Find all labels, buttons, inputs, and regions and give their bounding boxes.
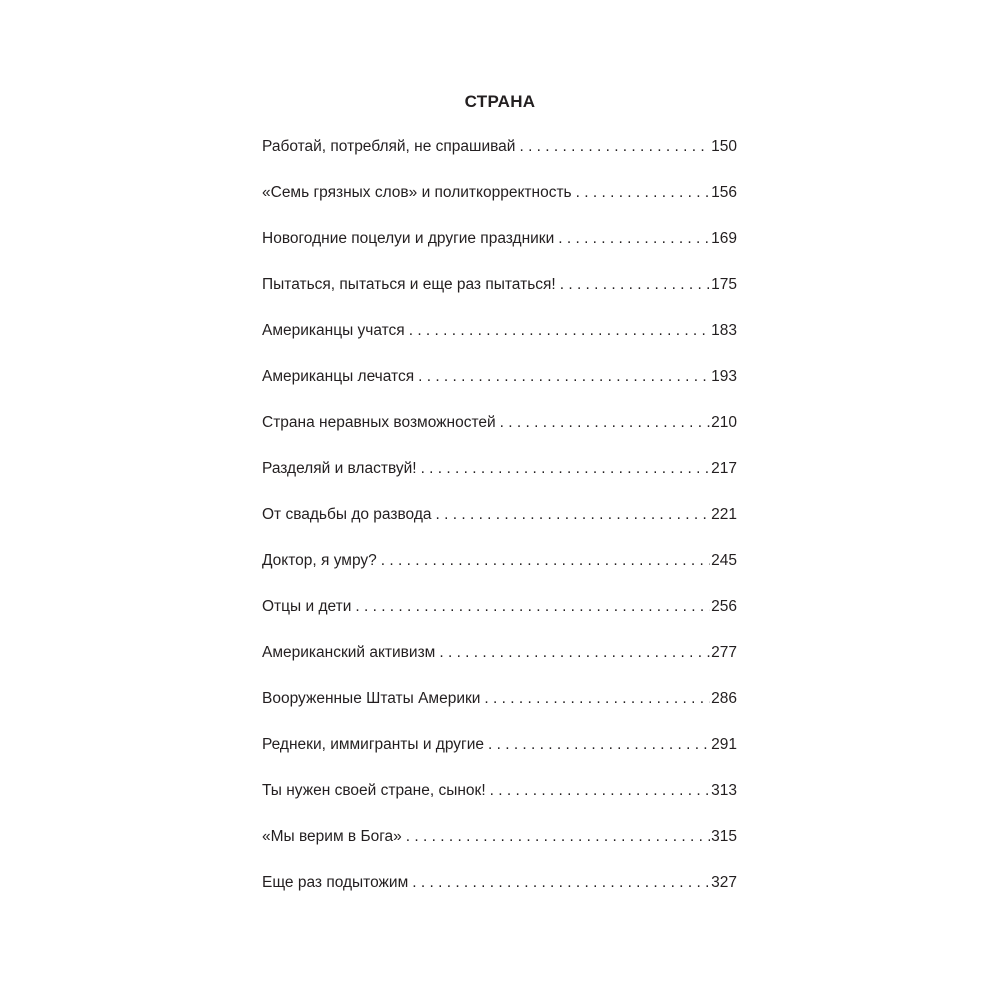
toc-entry [262,779,737,825]
dot-leader [519,135,710,159]
toc-entry-title: Вооруженные Штаты Америки [262,690,481,707]
toc-entry-page: 150 [711,138,737,155]
table-of-contents [262,135,737,917]
toc-entry [262,825,737,871]
toc-entry [262,365,737,411]
toc-entry-page: 183 [711,322,737,339]
toc-entry-title: Еще раз подытожим [262,874,409,891]
dot-leader [436,503,711,527]
toc-entry-title: Разделяй и властвуй! [262,460,417,477]
toc-entry [262,135,737,181]
toc-entry [262,457,737,503]
toc-entry-page: 313 [711,782,737,799]
toc-entry-page: 169 [711,230,737,247]
toc-entry [262,687,737,733]
dot-leader [500,411,710,435]
dot-leader [488,733,710,757]
dot-leader [409,319,710,343]
toc-entry-title: Новогодние поцелуи и другие праздники [262,230,555,247]
dot-leader [484,687,710,711]
toc-entry-page: 286 [711,690,737,707]
toc-entry-page: 156 [711,184,737,201]
toc-entry-title: Американцы лечатся [262,368,415,385]
toc-entry-title: Отцы и дети [262,598,352,615]
dot-leader [418,365,710,389]
toc-entry-page: 193 [711,368,737,385]
toc-entry-title: Доктор, я умру? [262,552,377,569]
dot-leader [576,181,711,205]
dot-leader [421,457,711,481]
toc-entry-page: 315 [711,828,737,845]
toc-entry [262,641,737,687]
toc-entry [262,595,737,641]
toc-entry-title: Американцы учатся [262,322,405,339]
toc-entry-page: 256 [711,598,737,615]
toc-entry-title: «Мы верим в Бога» [262,828,402,845]
toc-entry-page: 327 [711,874,737,891]
toc-entry-title: Работай, потребляй, не спрашивай [262,138,516,155]
toc-entry-title: Пытаться, пытаться и еще раз пытаться! [262,276,556,293]
toc-entry-page: 291 [711,736,737,753]
dot-leader [558,227,710,251]
section-title: СТРАНА [464,92,536,111]
toc-entry-page: 245 [711,552,737,569]
dot-leader [355,595,710,619]
toc-entry [262,733,737,779]
toc-entry [262,181,737,227]
dot-leader [406,825,710,849]
toc-entry [262,319,737,365]
dot-leader [381,549,710,573]
toc-entry-title: Реднеки, иммигранты и другие [262,736,484,753]
toc-entry [262,227,737,273]
toc-entry-title: «Семь грязных слов» и политкорректность [262,184,572,201]
toc-entry-page: 210 [711,414,737,431]
toc-entry-page: 277 [711,644,737,661]
toc-entry-page: 175 [711,276,737,293]
toc-entry-title: Страна неравных возможностей [262,414,496,431]
toc-entry-title: Ты нужен своей стране, сынок! [262,782,486,799]
toc-entry-title: Американский активизм [262,644,436,661]
dot-leader [439,641,710,665]
dot-leader [412,871,710,895]
toc-entry [262,503,737,549]
toc-entry [262,549,737,595]
dot-leader [490,779,710,803]
toc-entry [262,871,737,917]
toc-entry [262,273,737,319]
toc-entry-page: 217 [711,460,737,477]
toc-entry [262,411,737,457]
toc-entry-title: От свадьбы до развода [262,506,432,523]
dot-leader [560,273,710,297]
toc-entry-page: 221 [711,506,737,523]
